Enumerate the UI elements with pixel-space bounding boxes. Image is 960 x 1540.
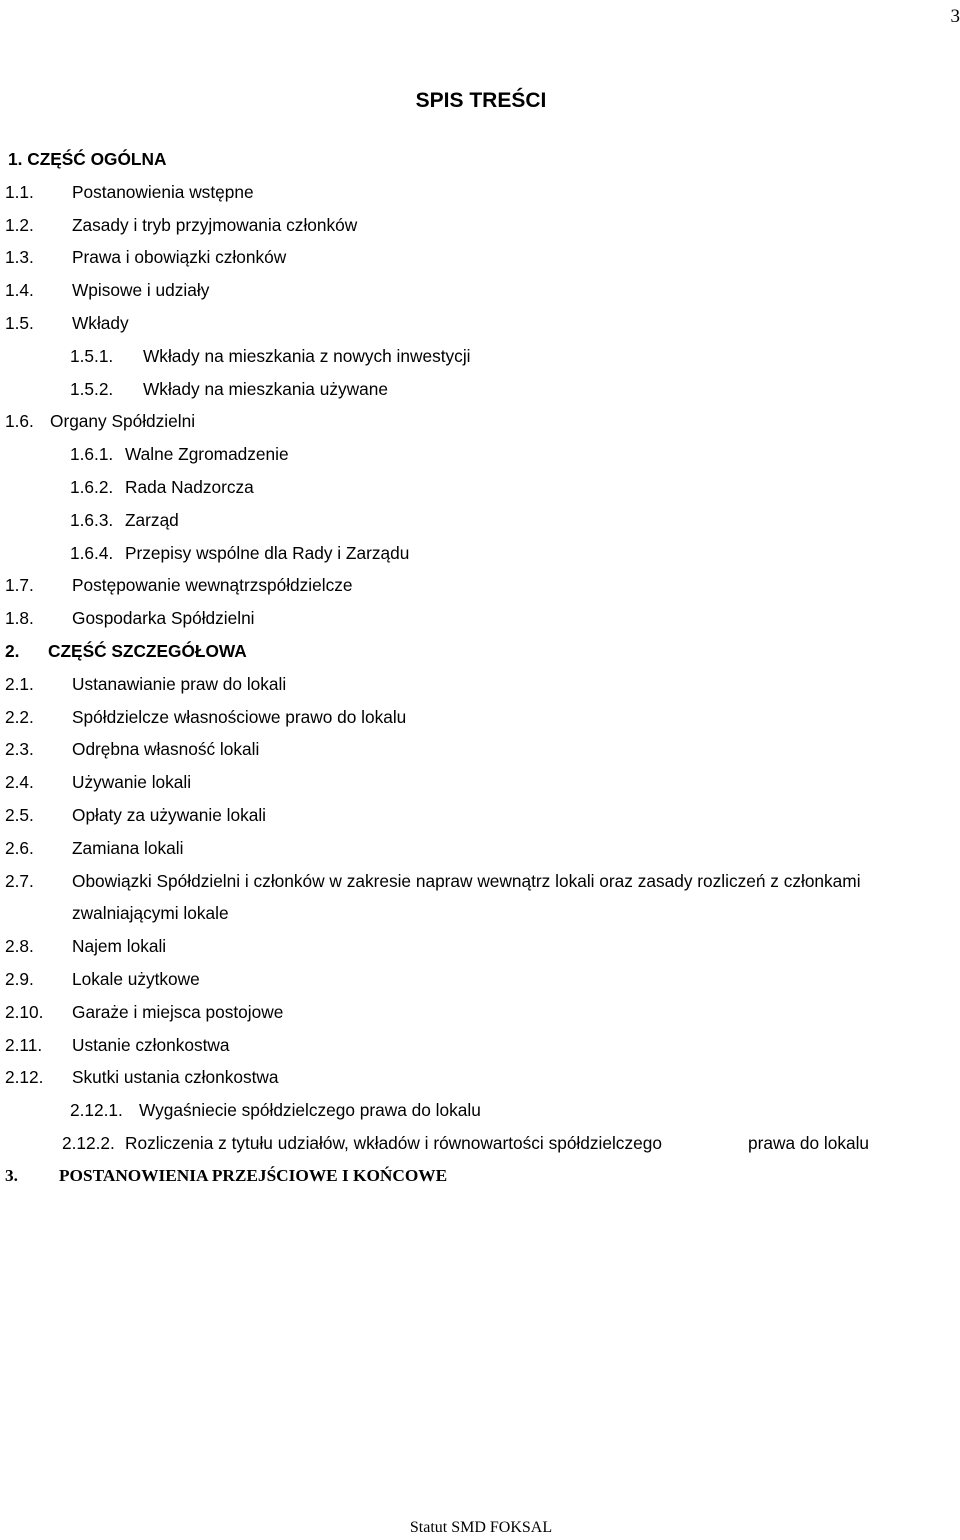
toc-entry-1-2: [0, 209, 960, 242]
toc-entry-h1: [0, 143, 960, 176]
toc-entry-title-continuation: prawa do lokalu: [748, 1132, 870, 1153]
toc-entry-title: Ustanie członkostwa: [72, 1034, 230, 1055]
toc-entry-number: 1.6.: [5, 411, 34, 432]
toc-entry-1-8: [0, 602, 960, 635]
toc-entry-number: 1.4.: [5, 280, 34, 301]
toc-entry-title: Zarząd: [125, 509, 179, 530]
toc-entry-title: Skutki ustania członkostwa: [72, 1067, 279, 1088]
toc-entry-2-7: [0, 865, 960, 931]
toc-entry-number: 2.7.: [5, 870, 34, 891]
toc-entry-number: 2.1.: [5, 673, 34, 694]
footer: Statut SMD FOKSAL: [409, 1519, 553, 1536]
toc-entry-number: 1.6.2.: [70, 476, 114, 497]
toc-entry-title: Spółdzielcze własnościowe prawo do lokalu: [72, 706, 407, 727]
toc-entry-title: Postępowanie wewnątrzspółdzielcze: [72, 575, 353, 596]
toc-entry-number: 1.6.4.: [70, 542, 114, 563]
toc-entry-2-1: [0, 668, 960, 701]
toc-entry-title: Opłaty za używanie lokali: [72, 804, 267, 825]
toc-entry-title: CZĘŚĆ SZCZEGÓŁOWA: [48, 640, 247, 661]
toc-entry-title: Rozliczenia z tytułu udziałów, wkładów i równowartości spółdzielczego: [125, 1132, 662, 1153]
toc-entry-number: 2.10.: [5, 1001, 44, 1022]
table-of-contents: [0, 143, 960, 1193]
toc-entry-title: Prawa i obowiązki członków: [72, 247, 287, 268]
toc-entry-number: 2.8.: [5, 936, 34, 957]
page-number: 3: [950, 6, 960, 27]
toc-entry-1-1: [0, 176, 960, 209]
toc-entry-number: 2.2.: [5, 706, 34, 727]
toc-entry-2-8: [0, 930, 960, 963]
toc-entry-h3: [0, 1160, 960, 1193]
toc-entry-2-12-1: [0, 1094, 960, 1127]
toc-entry-title: Przepisy wspólne dla Rady i Zarządu: [125, 542, 410, 563]
toc-entry-2-3: [0, 733, 960, 766]
toc-entry-title: Używanie lokali: [72, 772, 192, 793]
toc-entry-1-5-1: [0, 340, 960, 373]
toc-entry-number: 2.9.: [5, 968, 34, 989]
toc-entry-title: Organy Spółdzielni: [50, 411, 196, 432]
toc-entry-number: 2.12.: [5, 1067, 44, 1088]
toc-entry-2-6: [0, 832, 960, 865]
toc-entry-number: 1.3.: [5, 247, 34, 268]
toc-entry-title: Postanowienia wstępne: [72, 181, 254, 202]
toc-entry-2-2: [0, 701, 960, 734]
toc-entry-number: 1. CZĘŚĆ OGÓLNA: [8, 149, 167, 169]
toc-entry-number: 2.3.: [5, 739, 34, 760]
toc-entry-1-7: [0, 569, 960, 602]
toc-entry-number: 2.12.1.: [70, 1100, 123, 1121]
toc-entry-title: Obowiązki Spółdzielni i członków w zakresie napraw wewnątrz lokali oraz zasady rozliczeń z członkami zwalniającymi lokale: [72, 870, 861, 924]
toc-entry-number: 2.11.: [5, 1034, 43, 1055]
toc-entry-title: Najem lokali: [72, 936, 167, 957]
toc-entry-2-12: [0, 1061, 960, 1094]
toc-entry-2-12-2: [0, 1127, 960, 1160]
toc-entry-1-5: [0, 307, 960, 340]
toc-entry-title: Walne Zgromadzenie: [125, 444, 289, 465]
toc-entry-number: 1.5.: [5, 312, 34, 333]
toc-entry-title: Rada Nadzorcza: [125, 476, 254, 497]
toc-entry-title: Garaże i miejsca postojowe: [72, 1001, 284, 1022]
toc-entry-title: Zasady i tryb przyjmowania członków: [72, 214, 358, 235]
toc-entry-title: Wkłady na mieszkania z nowych inwestycji: [143, 345, 471, 366]
toc-entry-number: 1.6.1.: [70, 444, 114, 465]
toc-entry-number: 1.2.: [5, 214, 34, 235]
toc-entry-number: 3.: [5, 1165, 18, 1185]
toc-entry-1-6-1: [0, 438, 960, 471]
toc-entry-number: 1.5.2.: [70, 378, 114, 399]
toc-entry-title: Wkłady: [72, 312, 129, 333]
toc-entry-number: 2.: [5, 640, 20, 661]
toc-entry-1-5-2: [0, 373, 960, 406]
toc-entry-title: Wygaśniecie spółdzielczego prawa do lokalu: [139, 1100, 481, 1121]
toc-entry-2-10: [0, 996, 960, 1029]
toc-entry-number: 1.7.: [5, 575, 34, 596]
toc-entry-number: 1.8.: [5, 608, 34, 629]
toc-entry-number: 1.6.3.: [70, 509, 114, 530]
toc-entry-2-5: [0, 799, 960, 832]
toc-entry-number: 2.4.: [5, 772, 34, 793]
document-title: SPIS TREŚCI: [415, 89, 547, 112]
toc-entry-h2: [0, 635, 960, 668]
toc-entry-title: Wkłady na mieszkania używane: [143, 378, 388, 399]
toc-entry-number: 2.6.: [5, 837, 34, 858]
toc-entry-title: POSTANOWIENIA PRZEJŚCIOWE I KOŃCOWE: [59, 1165, 448, 1185]
toc-entry-number: 2.12.2.: [62, 1132, 115, 1153]
toc-entry-1-4: [0, 274, 960, 307]
toc-entry-title: Ustanawianie praw do lokali: [72, 673, 287, 694]
toc-entry-number: 1.5.1.: [70, 345, 114, 366]
toc-entry-title: Zamiana lokali: [72, 837, 184, 858]
toc-entry-1-6: [0, 405, 960, 438]
toc-entry-1-6-2: [0, 471, 960, 504]
toc-entry-title: Wpisowe i udziały: [72, 280, 210, 301]
toc-entry-2-9: [0, 963, 960, 996]
toc-entry-number: 2.5.: [5, 804, 34, 825]
toc-entry-title: Gospodarka Spółdzielni: [72, 608, 255, 629]
toc-entry-1-6-3: [0, 504, 960, 537]
toc-entry-number: 1.1.: [5, 181, 34, 202]
toc-entry-2-11: [0, 1029, 960, 1062]
toc-entry-1-3: [0, 241, 960, 274]
toc-entry-title: Lokale użytkowe: [72, 968, 200, 989]
toc-entry-2-4: [0, 766, 960, 799]
toc-entry-1-6-4: [0, 537, 960, 570]
toc-entry-title: Odrębna własność lokali: [72, 739, 260, 760]
